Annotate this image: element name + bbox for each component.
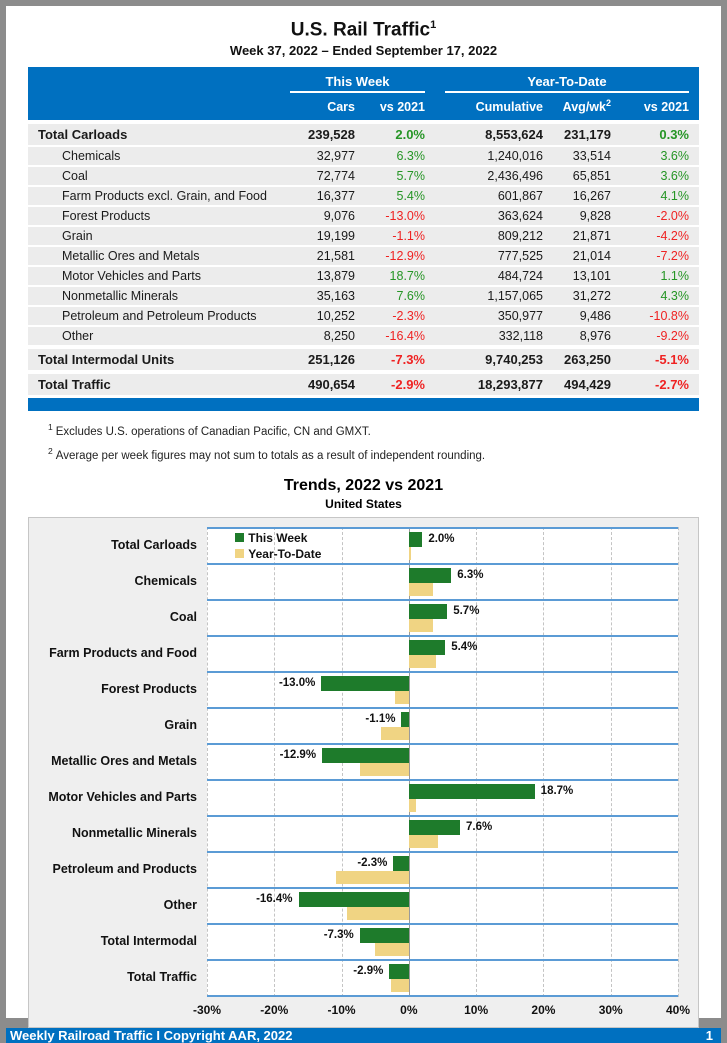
bar-value-label: -2.9% [353, 964, 384, 977]
cars-value: 32,977 [316, 149, 355, 164]
bar-value-label: -12.9% [279, 748, 317, 761]
footnotes [28, 418, 699, 466]
bar-value-label: 7.6% [465, 820, 493, 833]
chart-band [207, 959, 678, 997]
cars-value: 10,252 [316, 309, 355, 324]
row-label: Farm Products excl. Grain, and Food [62, 189, 267, 204]
chart-subtitle: United States [325, 496, 402, 511]
chart-band [207, 851, 678, 887]
table-row [28, 207, 699, 225]
cars-vs2021-value: 18.7% [389, 269, 425, 284]
cumulative-value: 809,212 [497, 229, 543, 244]
footnote-1-marker: 1 [48, 422, 53, 433]
category-label: Coal [169, 609, 197, 624]
this-week-bar [393, 856, 408, 871]
table-row [28, 187, 699, 205]
chart-band [207, 815, 678, 851]
row-label: Total Intermodal Units [38, 352, 175, 368]
year-to-date-bar [409, 655, 437, 668]
ytd-vs2021-value: -2.0% [656, 209, 689, 224]
table-row [28, 374, 699, 395]
year-to-date-bar [409, 799, 416, 812]
row-label: Petroleum and Petroleum Products [62, 309, 257, 324]
footer-page-number: 1 [705, 1027, 713, 1043]
cumulative-value: 8,553,624 [485, 127, 543, 143]
category-label: Total Traffic [127, 969, 197, 984]
x-axis-tick-label: -10% [327, 1002, 356, 1017]
ytd-vs2021-value: 3.6% [660, 169, 689, 184]
year-to-date-bar [381, 727, 409, 740]
category-label: Petroleum and Products [52, 861, 197, 876]
year-to-date-bar [409, 547, 411, 560]
report-page [6, 6, 721, 1043]
gridline [678, 527, 679, 997]
column-header-ytd-vs2021: vs 2021 [643, 100, 689, 115]
chart-band [207, 779, 678, 815]
cars-vs2021-value: 5.7% [396, 169, 425, 184]
cars-value: 490,654 [308, 377, 355, 393]
footnote-2-text: Average per week figures may not sum to totals as a result of independent rounding. [55, 449, 486, 462]
table-header [28, 67, 699, 120]
avgwk-value: 231,179 [564, 127, 611, 143]
avgwk-value: 21,014 [572, 249, 611, 264]
bar-value-label: 2.0% [428, 532, 455, 545]
chart-band [207, 635, 678, 671]
this-week-swatch-icon [235, 533, 244, 542]
table-row [28, 349, 699, 370]
cumulative-value: 2,436,496 [487, 169, 543, 184]
category-label: Grain [164, 717, 197, 732]
avgwk-value: 8,976 [579, 329, 611, 344]
row-label: Other [62, 329, 94, 344]
column-header-avgwk [553, 98, 621, 115]
cars-vs2021-value: 5.4% [396, 189, 425, 204]
year-to-date-bar [409, 583, 433, 596]
bar-value-label: -7.3% [323, 928, 354, 941]
row-label: Metallic Ores and Metals [62, 249, 200, 264]
cars-value: 72,774 [316, 169, 355, 184]
cars-value: 8,250 [323, 329, 355, 344]
row-label: Coal [62, 169, 88, 184]
row-label: Forest Products [62, 209, 151, 224]
chart-band [207, 923, 678, 959]
bar-value-label: -16.4% [256, 892, 293, 905]
row-label: Nonmetallic Minerals [62, 289, 179, 304]
table-row [28, 147, 699, 165]
ytd-vs2021-value: 4.3% [660, 289, 689, 304]
x-axis-tick-label: 0% [400, 1002, 418, 1017]
ytd-vs2021-value: -10.8% [649, 309, 689, 324]
cumulative-value: 332,118 [498, 329, 543, 344]
chart-band [207, 707, 678, 743]
table-body [28, 124, 699, 395]
report-header [6, 6, 721, 59]
cars-vs2021-value: -2.3% [392, 309, 425, 324]
cumulative-value: 363,624 [497, 209, 543, 224]
ytd-vs2021-value: 0.3% [659, 127, 689, 143]
avgwk-value: 31,272 [572, 289, 611, 304]
legend-ytd-label: Year-To-Date [248, 546, 322, 561]
avgwk-value: 9,486 [579, 309, 611, 324]
category-label: Other [163, 897, 197, 912]
avgwk-value: 21,871 [572, 229, 611, 244]
this-week-bar [389, 964, 409, 979]
cars-value: 16,377 [316, 189, 355, 204]
cars-vs2021-value: 2.0% [395, 127, 425, 143]
x-axis-ticks [192, 997, 691, 1023]
x-axis-tick-label: -30% [192, 1002, 222, 1017]
footnote-2 [48, 442, 699, 466]
avgwk-value: 263,250 [564, 352, 611, 368]
year-to-date-bar [375, 943, 409, 956]
category-label: Farm Products and Food [49, 645, 197, 660]
cumulative-value: 777,525 [497, 249, 543, 264]
bar-value-label: -13.0% [278, 676, 316, 689]
ytd-vs2021-value: 3.6% [660, 149, 689, 164]
category-label: Motor Vehicles and Parts [48, 789, 197, 804]
bar-value-label: 18.7% [540, 784, 574, 797]
group-header-this-week: This Week [290, 74, 425, 93]
cars-value: 19,199 [316, 229, 355, 244]
page-title [6, 13, 721, 42]
footnote-1 [48, 418, 699, 442]
cars-vs2021-value: -16.4% [385, 329, 425, 344]
this-week-bar [321, 676, 408, 691]
cumulative-value: 9,740,253 [485, 352, 543, 368]
row-label: Grain [62, 229, 93, 244]
bar-value-label: 5.4% [451, 640, 478, 653]
cars-value: 9,076 [323, 209, 355, 224]
category-label: Total Carloads [111, 537, 197, 552]
this-week-bar [409, 532, 422, 547]
column-header-cars-vs2021: vs 2021 [379, 100, 425, 115]
year-to-date-bar [395, 691, 408, 704]
category-label: Total Intermodal [100, 933, 197, 948]
year-to-date-bar [391, 979, 409, 992]
ytd-vs2021-value: -5.1% [655, 352, 689, 368]
avgwk-value: 65,851 [572, 169, 611, 184]
footer-text: Weekly Railroad Traffic I Copyright AAR, 2022 [10, 1027, 293, 1043]
page-subtitle: Week 37, 2022 – Ended September 17, 2022 [229, 43, 498, 59]
cars-vs2021-value: -1.1% [392, 229, 425, 244]
footnote-2-marker: 2 [48, 446, 53, 457]
ytd-vs2021-value: -4.2% [656, 229, 689, 244]
ytd-vs2021-value: -2.7% [655, 377, 689, 393]
cars-vs2021-value: 6.3% [396, 149, 425, 164]
chart-band [207, 671, 678, 707]
cars-vs2021-value: 7.6% [396, 289, 425, 304]
bar-value-label: -2.3% [357, 856, 388, 869]
chart-band [207, 599, 678, 635]
page-title-text: U.S. Rail Traffic [290, 19, 431, 41]
chart-category-labels [31, 527, 207, 997]
x-axis-tick-label: 40% [665, 1002, 691, 1017]
legend-item-ytd [235, 546, 321, 562]
this-week-bar [360, 928, 409, 943]
this-week-bar [409, 640, 445, 655]
cumulative-value: 1,157,065 [487, 289, 543, 304]
page-footer [6, 1028, 721, 1043]
column-header-cumulative: Cumulative [475, 100, 543, 115]
this-week-bar [409, 820, 460, 835]
rail-traffic-table [28, 67, 699, 411]
bar-value-label: 5.7% [453, 604, 480, 617]
table-column-header-row [28, 93, 699, 115]
column-header-cars: Cars [327, 100, 355, 115]
cumulative-value: 484,724 [497, 269, 543, 284]
bar-value-label: -1.1% [365, 712, 396, 725]
table-row [28, 247, 699, 265]
year-to-date-bar [409, 619, 433, 632]
legend-this-week-label: This Week [248, 530, 308, 545]
ytd-swatch-icon [235, 549, 244, 558]
x-axis-tick-label: 10% [464, 1002, 489, 1017]
row-label: Total Traffic [38, 377, 111, 393]
year-to-date-bar [347, 907, 409, 920]
table-row [28, 327, 699, 345]
avgwk-label: Avg/wk [562, 100, 606, 115]
year-to-date-bar [360, 763, 408, 776]
trends-chart [28, 517, 699, 1028]
avgwk-value: 9,828 [579, 209, 611, 224]
this-week-bar [401, 712, 408, 727]
chart-band [207, 887, 678, 923]
x-axis-tick-label: 20% [531, 1002, 556, 1017]
cumulative-value: 18,293,877 [477, 377, 543, 393]
chart-band [207, 743, 678, 779]
category-label: Nonmetallic Minerals [71, 825, 197, 840]
table-row [28, 227, 699, 245]
category-label: Metallic Ores and Metals [51, 753, 197, 768]
table-bottom-rule [28, 398, 699, 411]
table-row [28, 307, 699, 325]
cars-value: 35,163 [316, 289, 355, 304]
cars-vs2021-value: -2.9% [391, 377, 425, 393]
this-week-bar [299, 892, 409, 907]
cars-value: 13,879 [316, 269, 355, 284]
table-row [28, 287, 699, 305]
row-label: Motor Vehicles and Parts [62, 269, 201, 284]
footnote-1-text: Excludes U.S. operations of Canadian Pacific, CN and GMXT. [55, 426, 371, 439]
table-row [28, 267, 699, 285]
bar-value-label: 6.3% [457, 568, 484, 581]
this-week-bar [409, 604, 447, 619]
x-axis-tick-label: 30% [598, 1002, 623, 1017]
cars-vs2021-value: -7.3% [391, 352, 425, 368]
cumulative-value: 350,977 [497, 309, 543, 324]
ytd-vs2021-value: 1.1% [660, 269, 689, 284]
table-row [28, 124, 699, 145]
this-week-bar [409, 568, 451, 583]
ytd-vs2021-value: -7.2% [656, 249, 689, 264]
avgwk-footnote-marker: 2 [605, 98, 611, 109]
cumulative-value: 601,867 [497, 189, 543, 204]
group-header-ytd: Year-To-Date [445, 74, 689, 93]
chart-x-axis [31, 997, 691, 1023]
chart-plot-area [207, 527, 678, 997]
cumulative-value: 1,240,016 [487, 149, 543, 164]
row-label: Total Carloads [38, 127, 128, 143]
this-week-bar [322, 748, 409, 763]
chart-title: Trends, 2022 vs 2021 [283, 476, 444, 494]
cars-value: 21,581 [316, 249, 355, 264]
row-label: Chemicals [62, 149, 121, 164]
chart-legend [235, 530, 321, 562]
title-footnote-marker: 1 [430, 19, 437, 31]
chart-band [207, 563, 678, 599]
ytd-vs2021-value: 4.1% [660, 189, 689, 204]
legend-item-this-week [235, 530, 321, 546]
category-label: Chemicals [134, 573, 197, 588]
chart-header [28, 475, 699, 512]
ytd-vs2021-value: -9.2% [656, 329, 689, 344]
cars-value: 239,528 [308, 127, 355, 143]
this-week-bar [409, 784, 535, 799]
x-axis-tick-label: -20% [260, 1002, 289, 1017]
table-row [28, 167, 699, 185]
year-to-date-bar [336, 871, 409, 884]
year-to-date-bar [409, 835, 438, 848]
avgwk-value: 13,101 [572, 269, 611, 284]
cars-vs2021-value: -12.9% [385, 249, 425, 264]
cars-value: 251,126 [308, 352, 355, 368]
avgwk-value: 16,267 [572, 189, 611, 204]
avgwk-value: 33,514 [572, 149, 611, 164]
avgwk-value: 494,429 [564, 377, 611, 393]
table-group-header-row [28, 71, 699, 93]
category-label: Forest Products [101, 681, 197, 696]
cars-vs2021-value: -13.0% [385, 209, 425, 224]
